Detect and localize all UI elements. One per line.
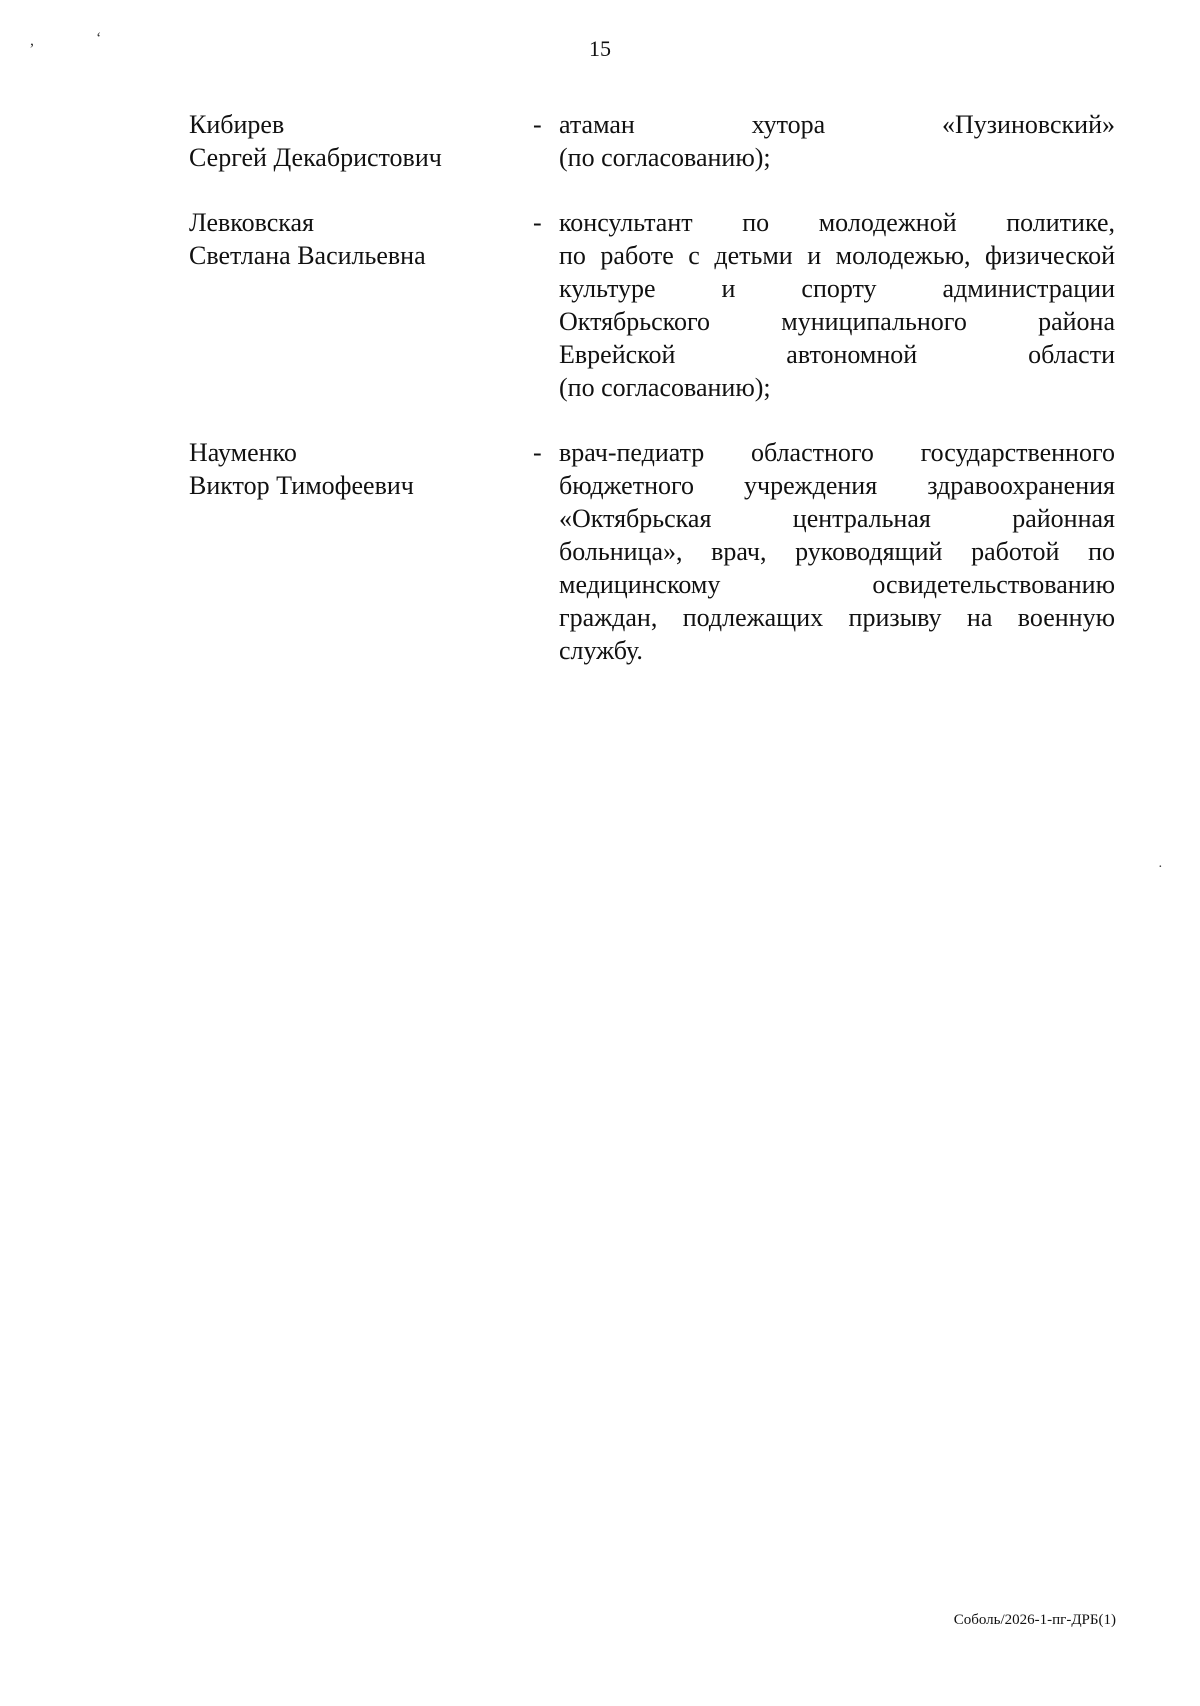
member-entry — [189, 108, 1119, 174]
position-line: врач-педиатр областного государственного — [559, 438, 1115, 467]
member-position — [559, 206, 1115, 404]
position-line: бюджетного учреждения здравоохранения — [559, 471, 1115, 500]
scan-speck: · — [1158, 860, 1163, 875]
member-entry — [189, 206, 1119, 404]
position-line: консультант по молодежной политике, — [559, 208, 1115, 237]
position-line: медицинскому освидетельствованию — [559, 570, 1115, 599]
position-line: Октябрьского муниципального района — [559, 307, 1115, 336]
position-line: атаман хутора «Пузиновский» — [559, 110, 1115, 139]
page-number: 15 — [589, 36, 611, 61]
position-line: граждан, подлежащих призыву на военную — [559, 603, 1115, 632]
scan-speck: ‘ — [96, 30, 102, 47]
position-line: (по согласованию); — [559, 143, 771, 172]
member-name — [189, 108, 529, 174]
scan-speck: , — [30, 32, 34, 49]
member-position — [559, 108, 1115, 174]
position-line: по работе с детьми и молодежью, физической — [559, 241, 1115, 270]
position-line: «Октябрьская центральная районная — [559, 504, 1115, 533]
member-name — [189, 436, 529, 667]
position-line: Еврейской автономной области — [559, 340, 1115, 369]
member-given-names: Сергей Декабристович — [189, 143, 442, 172]
member-surname: Кибирев — [189, 110, 285, 139]
position-line: культуре и спорту администрации — [559, 274, 1115, 303]
member-name — [189, 206, 529, 404]
member-list — [189, 108, 1119, 699]
member-given-names: Светлана Васильевна — [189, 241, 426, 270]
entry-dash: - — [533, 110, 542, 139]
position-line: больница», врач, руководящий работой по — [559, 537, 1115, 566]
member-surname: Науменко — [189, 438, 297, 467]
member-position — [559, 436, 1115, 667]
member-entry — [189, 436, 1119, 667]
position-line: (по согласованию); — [559, 373, 771, 402]
member-given-names: Виктор Тимофеевич — [189, 471, 414, 500]
entry-dash: - — [533, 208, 542, 237]
document-code: Соболь/2026-1-пг-ДРБ(1) — [953, 1612, 1116, 1628]
entry-dash: - — [533, 438, 542, 467]
position-line: службу. — [559, 636, 643, 665]
member-surname: Левковская — [189, 208, 314, 237]
